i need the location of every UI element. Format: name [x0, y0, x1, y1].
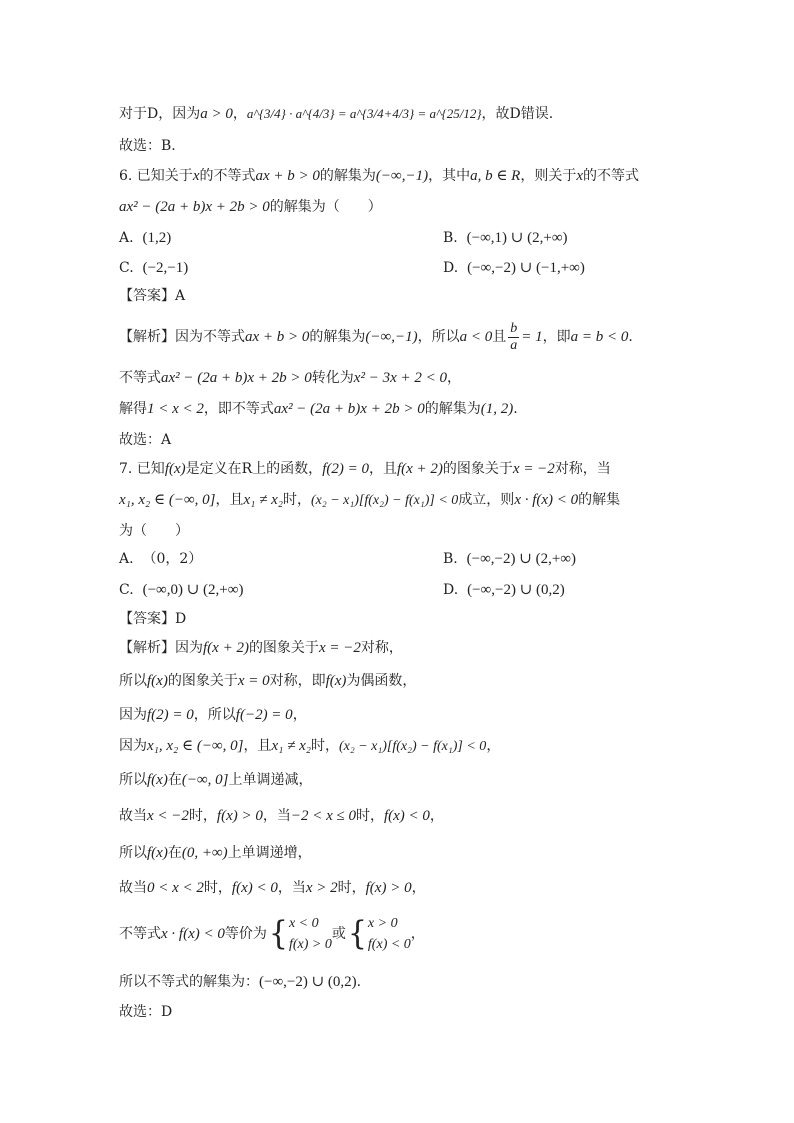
math-expression: ax² − (2a + b)x + 2b > 0: [119, 199, 270, 215]
text-segment: ，即: [542, 329, 571, 345]
text-segment: 的图象关于: [442, 461, 513, 477]
q7-stem-line3: 为（ ）: [119, 523, 189, 539]
math-expression: −2 < x ≤ 0: [290, 808, 356, 824]
text-segment: 成立，则: [458, 492, 515, 508]
math-expression: (−∞,−1): [375, 168, 429, 184]
math-expression: (x₂ − x₁)[f(x₂) − f(x₁)] < 0: [310, 493, 459, 508]
text-segment: 故当: [119, 880, 147, 896]
text-segment: ，: [292, 707, 307, 723]
text-segment: 且: [492, 329, 507, 345]
text-segment: 解得: [119, 401, 147, 417]
text-segment: 的解集为: [319, 168, 376, 184]
math-expression: x = 0: [237, 673, 270, 689]
text-segment: ，: [446, 370, 461, 386]
text-segment: 的图象关于: [167, 673, 238, 689]
text-segment: 不等式: [119, 926, 161, 942]
text-segment: 所以不等式的解集为：: [119, 974, 259, 990]
math-expression: 0 < x < 2: [147, 880, 204, 896]
math-expression: = 1: [521, 329, 543, 345]
option-label: B.: [443, 230, 458, 246]
q6-analysis-line2: [119, 368, 461, 388]
q7-option-c: [119, 580, 243, 600]
q7-option-a: [119, 549, 202, 569]
text-segment: 时，: [355, 808, 384, 824]
option-label: A.: [119, 551, 134, 567]
inequality-system-1: [289, 913, 332, 955]
text-segment: 的解集: [578, 492, 621, 508]
left-brace: {: [347, 914, 367, 953]
q7-analysis-step9: [119, 911, 425, 957]
q7-option-b: [443, 549, 576, 569]
math-expression: ax² − (2a + b)x + 2b > 0: [161, 370, 312, 386]
text-segment: ，: [429, 808, 444, 824]
q6-option-d: [443, 258, 585, 278]
option-value: (−∞,0) ∪ (2,+∞): [142, 582, 244, 598]
math-expression: x² − 3x + 2 < 0: [353, 370, 447, 386]
q7-analysis-step4: [119, 736, 500, 757]
math-expression: f(x) > 0: [216, 808, 263, 824]
text-segment: ，且: [215, 492, 244, 508]
fraction-numerator: b: [510, 320, 518, 336]
text-segment: 时，: [310, 738, 339, 754]
option-value: (−∞,−2) ∪ (−1,+∞): [467, 260, 585, 276]
q6-stem-line1: [119, 166, 639, 186]
text-segment: 为偶函数，: [346, 673, 417, 689]
math-expression: f(2) = 0: [322, 461, 369, 477]
text-segment: ，: [486, 738, 501, 754]
math-expression: (0, +∞): [181, 845, 228, 861]
text-segment: 的解集为: [309, 329, 366, 345]
system-row: x < 0: [288, 916, 319, 931]
q7-stem-line1: [119, 459, 611, 479]
q6-option-c: [119, 258, 188, 278]
text-segment: 时，: [337, 880, 366, 896]
q7-analysis-step5: [119, 770, 312, 790]
math-expression: a, b ∈ R: [470, 168, 521, 184]
text-segment: ，即不等式: [203, 401, 274, 417]
text-segment: 对称，当: [554, 461, 611, 477]
text-segment: 7. 已知: [119, 461, 165, 477]
text-segment: 等价为: [224, 926, 267, 942]
math-expression: f(x): [147, 845, 168, 861]
option-label: C.: [119, 582, 134, 598]
text-segment: 因为: [119, 738, 147, 754]
text-segment: 对称，即: [269, 673, 326, 689]
text-segment: 的解集为（ ）: [269, 199, 382, 215]
text-segment: 的不等式: [583, 168, 640, 184]
text-segment: 【解析】因为: [119, 640, 203, 656]
text-segment: .: [628, 329, 633, 345]
text-segment: ，所以: [193, 707, 236, 723]
q6-conclusion: 故选：A: [119, 432, 172, 448]
math-expression: x · f(x) < 0: [161, 926, 225, 942]
text-segment: 因为: [119, 707, 147, 723]
math-expression: x: [576, 168, 584, 184]
q7-analysis-step10: [119, 972, 361, 992]
text-segment: 所以: [119, 772, 147, 788]
math-expression: x₁, x₂ ∈ (−∞, 0]: [119, 492, 216, 508]
math-expression: ax + b > 0: [245, 329, 310, 345]
system-row: f(x) > 0: [288, 937, 332, 952]
q7-conclusion: 故选：D: [119, 1004, 173, 1020]
text-segment: ，故D错误.: [481, 106, 554, 122]
text-segment: 的解集为: [424, 401, 481, 417]
q6-option-a: [119, 228, 171, 248]
math-expression: f(2) = 0: [147, 707, 194, 723]
option-value: (−∞,−2) ∪ (2,+∞): [466, 551, 576, 567]
math-expression: f(x): [147, 772, 168, 788]
math-expression: f(x) < 0: [383, 808, 430, 824]
q6-stem-line2: [119, 197, 382, 217]
system-row: f(x) < 0: [367, 937, 411, 952]
math-expression: a = b < 0: [570, 329, 629, 345]
text-segment: 或: [331, 926, 346, 942]
text-segment: ，且: [243, 738, 272, 754]
math-expression: f(−2) = 0: [235, 707, 293, 723]
option-label: D.: [443, 582, 459, 598]
option-value: (−2,−1): [142, 260, 189, 276]
text-segment: ，其中: [428, 168, 471, 184]
inequality-system-2: [368, 913, 411, 955]
text-segment: 在: [167, 772, 182, 788]
math-expression: f(x): [164, 461, 186, 477]
text-segment: 时，: [203, 880, 232, 896]
math-expression: x = −2: [318, 640, 361, 656]
option-label: B.: [443, 551, 458, 567]
fraction: [508, 321, 519, 354]
option-label: A.: [119, 230, 134, 246]
q7-stem-line2: [119, 490, 620, 511]
q7-answer: 【答案】D: [119, 611, 187, 627]
math-expression: x · f(x) < 0: [514, 492, 579, 508]
option-label: D.: [443, 260, 459, 276]
math-expression: (x₂ − x₁)[f(x₂) − f(x₁)] < 0: [338, 739, 487, 754]
text-segment: 上单调递增，: [227, 845, 312, 861]
math-expression: ax² − (2a + b)x + 2b > 0: [273, 401, 425, 417]
prev-answer: 故选：B.: [119, 138, 176, 154]
text-segment: 所以: [119, 845, 147, 861]
text-segment: 时，: [282, 492, 311, 508]
text-segment: .: [356, 974, 362, 990]
q7-analysis-step6: [119, 806, 444, 826]
math-expression: (−∞, 0]: [181, 772, 229, 788]
math-expression: f(x + 2): [203, 640, 249, 656]
math-expression: a > 0: [200, 106, 233, 122]
option-value: (1,2): [142, 230, 172, 246]
math-expression: f(x + 2): [396, 461, 443, 477]
math-expression: ax + b > 0: [255, 168, 320, 184]
text-segment: 是定义在R上的函数，: [185, 461, 323, 477]
text-segment: 6. 已知关于: [119, 168, 193, 184]
text-segment: 上单调递减，: [228, 772, 313, 788]
q7-analysis-step8: [119, 878, 426, 898]
math-expression: x₁ ≠ x₂: [271, 738, 311, 754]
q7-option-d: [443, 580, 565, 600]
q7-analysis-step7: [119, 843, 312, 863]
q6-analysis-line1: [119, 320, 633, 354]
text-segment: ，当: [277, 880, 306, 896]
option-value: (−∞,1) ∪ (2,+∞): [466, 230, 568, 246]
text-segment: 在: [167, 845, 182, 861]
text-segment: 的图象关于: [248, 640, 319, 656]
math-expression: f(x): [325, 673, 347, 689]
math-expression: x: [192, 168, 200, 184]
math-expression: x₁ ≠ x₂: [243, 492, 283, 508]
system-row: x > 0: [367, 916, 398, 931]
math-expression: f(x) < 0: [231, 880, 278, 896]
math-expression: a < 0: [459, 329, 493, 345]
math-expression: (−∞,−2) ∪ (0,2): [259, 974, 357, 990]
math-expression: (−∞,−1): [365, 329, 418, 345]
text-segment: .: [513, 401, 518, 417]
text-segment: 【解析】因为不等式: [119, 329, 245, 345]
q6-answer: 【答案】A: [119, 288, 186, 304]
fraction-denominator: a: [510, 337, 518, 353]
text-segment: ，: [410, 926, 425, 942]
text-segment: ，: [411, 880, 426, 896]
option-label: C.: [119, 260, 134, 276]
option-value: （0，2）: [142, 551, 203, 567]
text-segment: 时，: [188, 808, 217, 824]
text-segment: ，所以: [417, 329, 460, 345]
text-segment: 所以: [119, 673, 147, 689]
text-segment: ，且: [368, 461, 397, 477]
math-expression: x = −2: [512, 461, 555, 477]
left-brace: {: [268, 914, 288, 953]
text-segment: ，则关于: [520, 168, 577, 184]
math-expression: x < −2: [147, 808, 189, 824]
q6-analysis-line3: [119, 399, 518, 419]
math-expression: 1 < x < 2: [147, 401, 204, 417]
q7-analysis-step2: [119, 671, 416, 691]
text-segment: 故当: [119, 808, 147, 824]
text-segment: 对称，: [360, 640, 403, 656]
math-expression: x > 2: [305, 880, 338, 896]
math-expression: x₁, x₂ ∈ (−∞, 0]: [147, 738, 244, 754]
q7-analysis-step3: [119, 705, 307, 725]
math-expression: a^{3/4} · a^{4/3} = a^{3/4+4/3} = a^{25/12}: [246, 106, 482, 121]
option-value: (−∞,−2) ∪ (0,2): [467, 582, 565, 598]
math-expression: f(x) > 0: [365, 880, 412, 896]
prev-analysis-line: 对于D，因为a > 0，a^{3/4} · a^{4/3} = a^{3/4+4/3} = a^{25/12}，故D错误.: [119, 106, 554, 122]
math-expression: f(x): [147, 673, 168, 689]
text-segment: ，当: [262, 808, 291, 824]
q7-analysis-step1: [119, 638, 403, 658]
text-segment: 的不等式: [199, 168, 256, 184]
text-segment: 对于D，因为: [119, 106, 201, 122]
text-segment: 转化为: [311, 370, 354, 386]
q6-option-b: [443, 228, 568, 248]
text-segment: 不等式: [119, 370, 161, 386]
math-expression: (1, 2): [480, 401, 514, 417]
